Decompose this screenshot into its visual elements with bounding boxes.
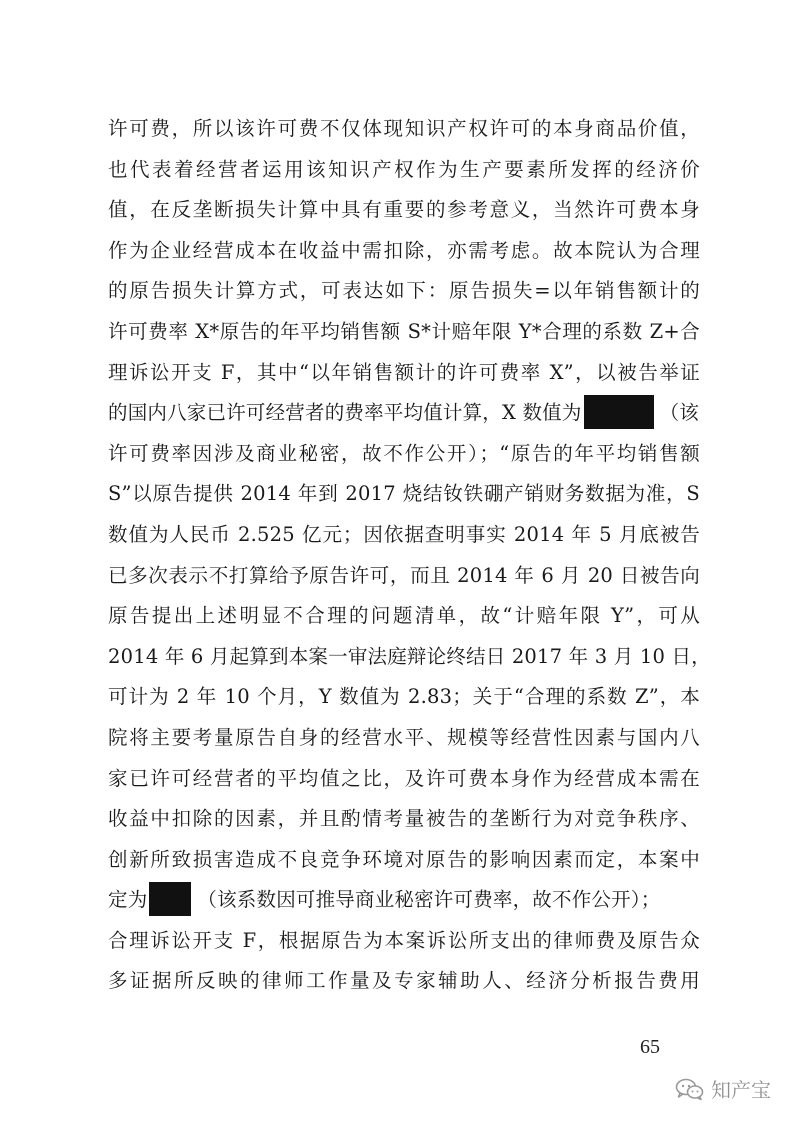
text-line-20-after: （该系数因可推导商业秘密许可费率，故不作公开）； (197, 888, 661, 912)
text-line-7: 理诉讼开支 F，其中“以年销售额计的许可费率 X”，以被告举证 (108, 360, 700, 384)
text-line-8-after: （该 (659, 401, 699, 425)
text-line-9: 许可费率因涉及商业秘密，故不作公开）；“原告的年平均销售额 (108, 441, 700, 465)
text-line-13: 原告提出上述明显不合理的问题清单，故“计赔年限 Y”，可从 (108, 604, 700, 628)
redaction-box-z-value (149, 882, 191, 916)
text-line-22: 多证据所反映的律师工作量及专家辅助人、经济分析报告费用 (108, 969, 700, 993)
body-text (108, 109, 711, 1002)
text-line-17: 家已许可经营者的平均值之比，及许可费本身作为经营成本需在 (108, 766, 700, 790)
text-line-21: 合理诉讼开支 F，根据原告为本案诉讼所支出的律师费及原告众 (108, 928, 700, 952)
text-line-20-before: 定为 (108, 888, 148, 912)
text-line-11: 数值为人民币 2.525 亿元；因依据查明事实 2014 年 5 月底被告 (108, 522, 700, 546)
text-line-15: 可计为 2 年 10 个月，Y 数值为 2.83；关于“合理的系数 Z”，本 (108, 685, 700, 709)
wechat-icon (675, 1077, 705, 1101)
text-line-5: 的原告损失计算方式，可表达如下：原告损失=以年销售额计的 (108, 279, 700, 303)
text-line-4: 作为企业经营成本在收益中需扣除，亦需考虑。故本院认为合理 (108, 238, 700, 262)
text-line-10: S”以原告提供 2014 年到 2017 烧结钕铁硼产销财务数据为准，S (108, 482, 700, 506)
watermark-text: 知产宝 (711, 1078, 771, 1102)
text-line-19: 创新所致损害造成不良竞争环境对原告的影响因素而定，本案中 (108, 847, 700, 871)
page-number: 65 (640, 1036, 660, 1058)
text-line-14: 2014 年 6 月起算到本案一审法庭辩论终结日 2017 年 3 月 10 日， (108, 644, 711, 668)
text-line-6: 许可费率 X*原告的年平均销售额 S*计赔年限 Y*合理的系数 Z+合 (108, 319, 700, 343)
text-line-20 (108, 880, 700, 921)
text-line-8 (108, 393, 700, 434)
redaction-box-x-value (584, 395, 654, 429)
watermark (675, 1074, 771, 1103)
text-line-16: 院将主要考量原告自身的经营水平、规模等经营性因素与国内八 (108, 725, 700, 749)
text-line-8-before: 的国内八家已许可经营者的费率平均值计算，X 数值为 (108, 401, 582, 425)
text-line-2: 也代表着经营者运用该知识产权作为生产要素所发挥的经济价 (108, 157, 700, 181)
text-line-12: 已多次表示不打算给予原告许可，而且 2014 年 6 月 20 日被告向 (108, 563, 700, 587)
text-line-1: 许可费，所以该许可费不仅体现知识产权许可的本身商品价值， (108, 117, 700, 140)
text-line-3: 值，在反垄断损失计算中具有重要的参考意义，当然许可费本身 (108, 198, 700, 222)
text-line-18: 收益中扣除的因素，并且酌情考量被告的垄断行为对竞争秩序、 (108, 807, 700, 831)
